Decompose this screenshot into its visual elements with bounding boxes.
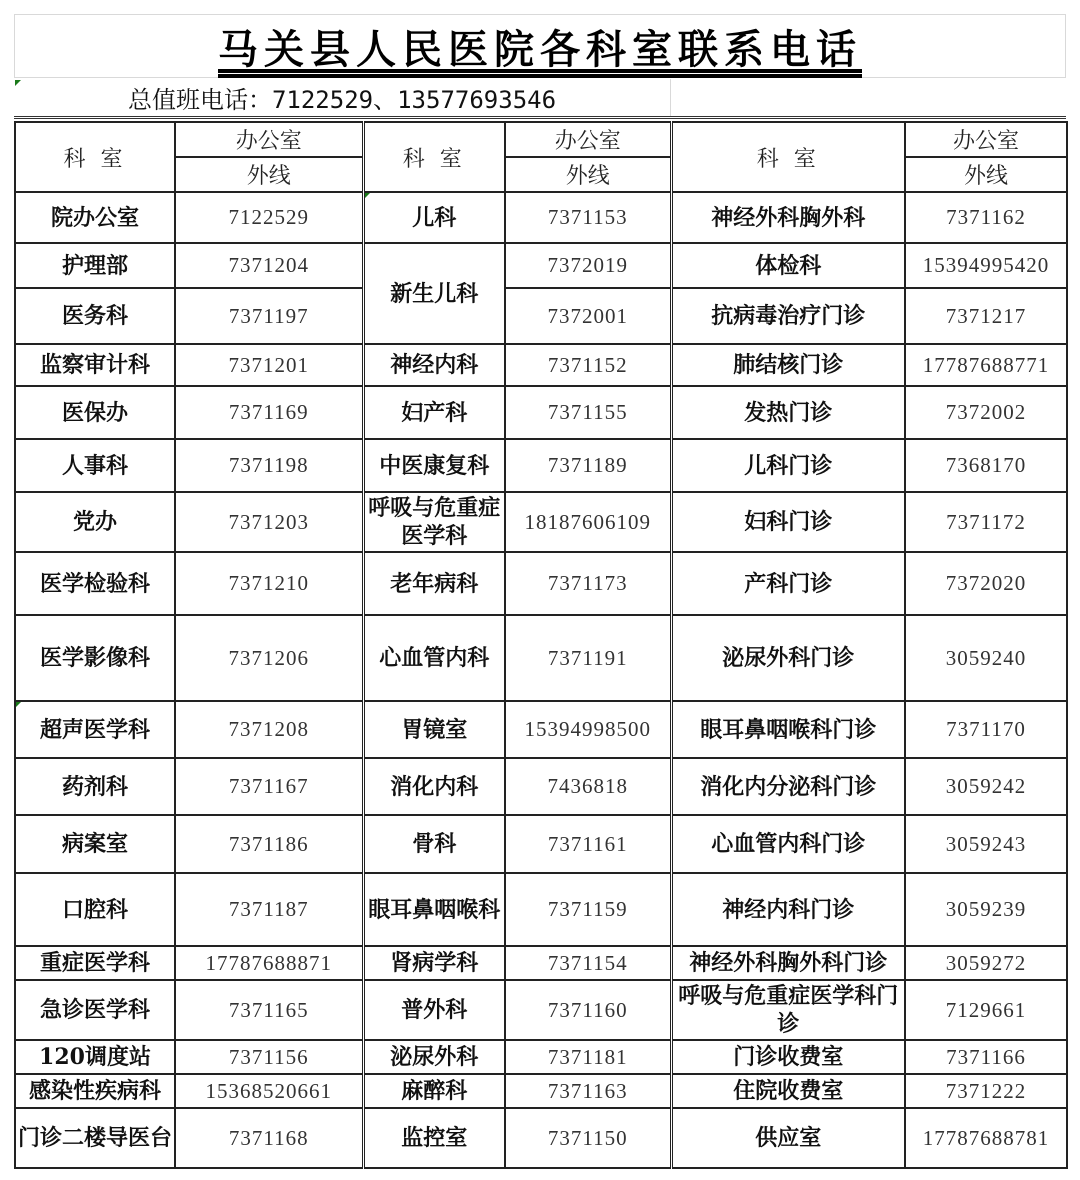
dept-name: 神经内科门诊 [671, 873, 905, 946]
dept-name: 住院收费室 [671, 1074, 905, 1108]
dept-phone: 7372002 [905, 386, 1067, 439]
header-external: 外线 [175, 157, 363, 192]
dept-phone: 7371208 [175, 701, 363, 758]
dept-name: 老年病科 [363, 552, 505, 615]
dept-phone: 7371154 [505, 946, 671, 980]
dept-name: 发热门诊 [671, 386, 905, 439]
dept-phone: 18187606109 [505, 492, 671, 552]
dept-phone: 7372019 [505, 243, 671, 288]
dept-phone: 7371152 [505, 344, 671, 386]
dept-phone: 7368170 [905, 439, 1067, 492]
dept-name: 抗病毒治疗门诊 [671, 288, 905, 344]
dept-phone: 7371163 [505, 1074, 671, 1108]
dept-name: 人事科 [15, 439, 175, 492]
dept-phone: 7436818 [505, 758, 671, 815]
header-external: 外线 [505, 157, 671, 192]
dept-phone: 3059239 [905, 873, 1067, 946]
dept-phone: 15394995420 [905, 243, 1067, 288]
dept-name: 医保办 [15, 386, 175, 439]
table-row [15, 758, 1067, 815]
table-row [15, 873, 1067, 946]
dept-phone: 7371156 [175, 1040, 363, 1074]
dept-phone: 7371150 [505, 1108, 671, 1168]
dept-name: 泌尿外科门诊 [671, 615, 905, 701]
dept-phone: 7371203 [175, 492, 363, 552]
dept-name: 中医康复科 [363, 439, 505, 492]
dept-name: 普外科 [363, 980, 505, 1040]
dept-name: 神经内科 [363, 344, 505, 386]
dept-name: 肾病学科 [363, 946, 505, 980]
dept-name: 监控室 [363, 1108, 505, 1168]
dept-name: 骨科 [363, 815, 505, 873]
dept-phone: 7371206 [175, 615, 363, 701]
dept-phone: 3059243 [905, 815, 1067, 873]
dept-name: 门诊收费室 [671, 1040, 905, 1074]
dept-phone: 3059240 [905, 615, 1067, 701]
header-office: 办公室 [905, 122, 1067, 157]
dept-name: 病案室 [15, 815, 175, 873]
dept-name: 感染性疾病科 [15, 1074, 175, 1108]
dept-name: 体检科 [671, 243, 905, 288]
dept-name: 泌尿外科 [363, 1040, 505, 1074]
dept-name: 医务科 [15, 288, 175, 344]
dept-name: 超声医学科 [15, 701, 175, 758]
dept-phone: 7371160 [505, 980, 671, 1040]
dept-phone: 3059242 [905, 758, 1067, 815]
dept-name: 眼耳鼻咽喉科 [363, 873, 505, 946]
title-cell [14, 14, 1066, 78]
dept-name: 心血管内科 [363, 615, 505, 701]
dept-name: 消化内分泌科门诊 [671, 758, 905, 815]
dept-phone: 7371191 [505, 615, 671, 701]
dept-phone: 3059272 [905, 946, 1067, 980]
header-dept: 科 室 [363, 122, 505, 192]
dept-phone: 7371222 [905, 1074, 1067, 1108]
table-row [15, 1074, 1067, 1108]
duty-row [14, 79, 1066, 119]
dept-name: 麻醉科 [363, 1074, 505, 1108]
dept-name: 产科门诊 [671, 552, 905, 615]
dept-phone: 7371165 [175, 980, 363, 1040]
header-office: 办公室 [505, 122, 671, 157]
dept-name: 肺结核门诊 [671, 344, 905, 386]
contact-table [14, 121, 1068, 1169]
dept-name: 护理部 [15, 243, 175, 288]
table-row [15, 439, 1067, 492]
dept-name: 医学检验科 [15, 552, 175, 615]
table-row [15, 1040, 1067, 1074]
dept-phone: 17787688871 [175, 946, 363, 980]
dept-phone: 7371172 [905, 492, 1067, 552]
dept-name: 急诊医学科 [15, 980, 175, 1040]
table-row [15, 1108, 1067, 1168]
header-dept: 科 室 [15, 122, 175, 192]
dept-name: 儿科 [363, 192, 505, 243]
dept-phone: 7371155 [505, 386, 671, 439]
dept-phone: 7372001 [505, 288, 671, 344]
dept-phone: 7371189 [505, 439, 671, 492]
header-office: 办公室 [175, 122, 363, 157]
table-row [15, 946, 1067, 980]
dept-name: 监察审计科 [15, 344, 175, 386]
table-row [15, 344, 1067, 386]
dept-phone: 7371210 [175, 552, 363, 615]
table-row [15, 386, 1067, 439]
dept-name: 神经外科胸外科 [671, 192, 905, 243]
dept-phone: 7122529 [175, 192, 363, 243]
dept-phone: 7371198 [175, 439, 363, 492]
table-row [15, 492, 1067, 552]
dept-name: 120调度站 [15, 1040, 175, 1074]
dept-name: 党办 [15, 492, 175, 552]
dept-phone: 7371186 [175, 815, 363, 873]
dept-phone: 7371204 [175, 243, 363, 288]
dept-phone: 17787688771 [905, 344, 1067, 386]
dept-phone: 7371201 [175, 344, 363, 386]
dept-phone: 7371170 [905, 701, 1067, 758]
dept-name: 呼吸与危重症医学科 [363, 492, 505, 552]
dept-phone: 7371187 [175, 873, 363, 946]
page-title: 马关县人民医院各科室联系电话 [218, 25, 862, 73]
dept-name: 药剂科 [15, 758, 175, 815]
comment-marker-icon [15, 80, 21, 86]
dept-phone: 7371153 [505, 192, 671, 243]
dept-name: 妇科门诊 [671, 492, 905, 552]
dept-phone: 7371181 [505, 1040, 671, 1074]
dept-name: 妇产科 [363, 386, 505, 439]
dept-name: 眼耳鼻咽喉科门诊 [671, 701, 905, 758]
table-row [15, 552, 1067, 615]
dept-phone: 7371162 [905, 192, 1067, 243]
dept-phone: 7371168 [175, 1108, 363, 1168]
dept-name: 口腔科 [15, 873, 175, 946]
dept-name: 新生儿科 [363, 243, 505, 344]
table-row [15, 615, 1067, 701]
dept-phone: 7371217 [905, 288, 1067, 344]
table-row [15, 192, 1067, 243]
dept-name: 呼吸与危重症医学科门诊 [671, 980, 905, 1040]
dept-name: 医学影像科 [15, 615, 175, 701]
dept-phone: 15368520661 [175, 1074, 363, 1108]
dept-phone: 17787688781 [905, 1108, 1067, 1168]
dept-name: 心血管内科门诊 [671, 815, 905, 873]
dept-phone: 7371169 [175, 386, 363, 439]
table-row [15, 815, 1067, 873]
dept-name: 重症医学科 [15, 946, 175, 980]
dept-phone: 7129661 [905, 980, 1067, 1040]
dept-name: 门诊二楼导医台 [15, 1108, 175, 1168]
dept-phone: 7371173 [505, 552, 671, 615]
dept-phone: 7371159 [505, 873, 671, 946]
dept-phone: 7372020 [905, 552, 1067, 615]
empty-cell [671, 79, 1066, 116]
table-row [15, 980, 1067, 1040]
dept-phone: 7371166 [905, 1040, 1067, 1074]
dept-phone: 7371197 [175, 288, 363, 344]
header-external: 外线 [905, 157, 1067, 192]
dept-name: 院办公室 [15, 192, 175, 243]
dept-name: 供应室 [671, 1108, 905, 1168]
table-row [15, 243, 1067, 288]
duty-phone: 总值班电话：7122529、13577693546 [14, 79, 671, 116]
dept-phone: 7371161 [505, 815, 671, 873]
header-dept: 科 室 [671, 122, 905, 192]
dept-phone: 15394998500 [505, 701, 671, 758]
dept-name: 儿科门诊 [671, 439, 905, 492]
table-row [15, 288, 1067, 344]
dept-phone: 7371167 [175, 758, 363, 815]
dept-name: 消化内科 [363, 758, 505, 815]
dept-name: 神经外科胸外科门诊 [671, 946, 905, 980]
dept-name: 胃镜室 [363, 701, 505, 758]
table-row [15, 701, 1067, 758]
